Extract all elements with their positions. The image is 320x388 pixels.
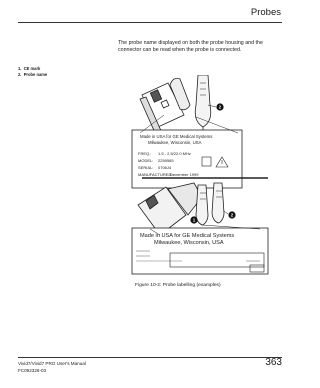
callout-1	[216, 103, 223, 110]
label-maker-line: Made in USA for GE Medical Systems	[140, 134, 213, 139]
footer-rule	[18, 357, 282, 358]
legend-text: CE mark	[23, 66, 41, 71]
label-location-line: Milwaukee, Wisconsin, USA	[154, 240, 224, 246]
callout-number: 2	[230, 212, 234, 218]
label-plate-top	[132, 115, 242, 188]
callout-1	[190, 216, 197, 223]
label-model-key: MODEL:	[138, 158, 154, 163]
document-id: FC092326-03	[18, 368, 47, 373]
probe-connector-illustration	[140, 75, 211, 135]
legend-number: 2.	[18, 72, 22, 78]
label-plate-bottom	[132, 225, 268, 274]
label-freq-key: FREQ.:	[138, 151, 152, 156]
label-manufactured-key: MANUFACTURED:	[138, 172, 173, 177]
footer-info	[18, 360, 86, 374]
legend-text: Probe name	[23, 72, 48, 78]
callout-number: 2	[218, 104, 222, 110]
label-freq-value: 1.5 - 2.5/22.0 MHz	[158, 151, 191, 156]
label-location-line: Milwaukee, Wisconsin, USA	[148, 140, 202, 145]
legend-item	[18, 72, 47, 78]
intro-paragraph: The probe name displayed on both the probe housing and the connector can be read when the probe is connected.	[118, 40, 263, 54]
label-manufactured-value: December 1999	[170, 172, 199, 177]
probe-connector-illustration-2	[138, 183, 224, 235]
section-title: Probes	[250, 7, 281, 18]
figure-caption: Figure 10-2: Probe labelling (examples)	[135, 283, 221, 288]
label-model-value: 2259565	[158, 158, 174, 163]
probe-housing	[196, 185, 208, 225]
header-rule	[18, 22, 282, 23]
figure-legend	[18, 66, 47, 79]
label-serial-key: SERIAL:	[138, 165, 154, 170]
probe-labelling-figure	[110, 75, 280, 280]
page-number: 363	[265, 357, 282, 368]
label-maker-line: Made in USA for GE Medical Systems	[140, 233, 235, 239]
legend-number: 1.	[18, 66, 22, 71]
manual-title: Vivid7/Vivid7 PRO User's Manual	[18, 361, 86, 366]
callout-number: 1	[192, 217, 196, 223]
label-serial-value: 0706J4	[158, 165, 172, 170]
callout-2	[228, 211, 235, 218]
